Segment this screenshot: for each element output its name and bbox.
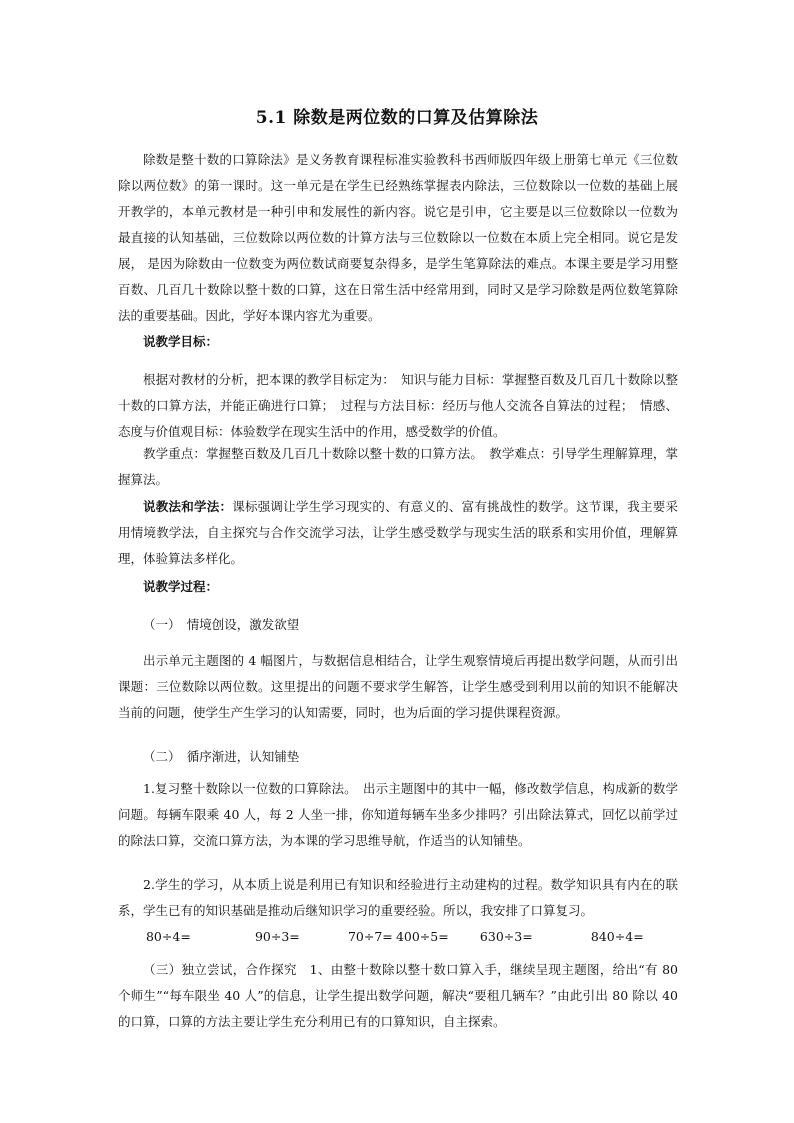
calc-item: 90÷3= [254, 929, 300, 944]
step2-heading: （二） 循序渐进，认知铺垫 [143, 749, 300, 764]
calc-item: 70÷7= [347, 929, 393, 944]
calc-item: 80÷4= [145, 929, 191, 944]
step1-paragraph: 出示单元主题图的 4 幅图片，与数据信息相结合，让学生观察情境后再提出数学问题，从而引出课题：三位数除以两位数。这里提出的问题不要求学生解答，让学生感受到利用以前的知识不能解决当前的问题，使学生产生学习的认知需要，同时，也为后面的学习提供课程资源。 [118, 653, 678, 720]
methods-text: 课标强调让学生学习现实的、有意义的、富有挑战性的数学。这节课，我主要采用情境教学法，自主探究与合作交流学习法，让学生感受数学与现实生活的联系和实用价值，理解算理，体验算法多样化。 [118, 499, 678, 566]
calc-item: 400÷5= [395, 929, 449, 944]
page-title: 5.1 除数是两位数的口算及估算除法 [255, 108, 539, 128]
goals-paragraph: 根据对教材的分析，把本课的教学目标定为： 知识与能力目标：掌握整百数及几百几十数除以整十数的口算方法，并能正确进行口算； 过程与方法目标：经历与他人交流各自算法的过程； 情感、态度与价值观目标：体验数学在现实生活中的作用，感受数学的价值。 [118, 372, 678, 439]
process-heading: 说教学过程： [143, 579, 219, 594]
step2-paragraph-1: 1.复习整十数除以一位数的口算除法。 出示主题图中的其中一幅，修改数学信息，构成新的数学问题。每辆车限乘 40 人，每 2 人坐一排，你知道每辆车坐多少排吗？引出除法算式，回忆以前学过的除法口算，交流口算方法，为本课的学习思维导航，作适当的认知铺垫。 [118, 781, 678, 848]
methods-label: 说教法和学法： [143, 499, 233, 514]
step2-paragraph-2: 2.学生的学习，从本质上说是利用已有知识和经验进行主动建构的过程。数学知识具有内在的联系，学生已有的知识基础是推动后继知识学习的重要经验。所以，我安排了口算复习。 [118, 877, 678, 918]
step1-heading: （一） 情境创设，激发欲望 [143, 617, 300, 632]
calc-row [118, 924, 678, 950]
key-points-text: 教学重点：掌握整百数及几百几十数除以整十数的口算方法。 教学难点：引导学生理解算理，掌握算法。 [118, 446, 678, 487]
goals-heading: 说教学目标： [143, 334, 219, 349]
step3-paragraph: （三）独立尝试，合作探究 1、由整十数除以整十数口算入手，继续呈现主题图，给出“有 80 个师生”“每车限坐 40 人”的信息，让学生提出数学问题，解决“要租几辆车？”由此引出 80 除以 40 的口算，口算的方法主要让学生充分利用已有的口算知识，自主探索。 [118, 962, 678, 1029]
calc-item: 630÷3= [479, 929, 533, 944]
calc-item: 840÷4= [590, 929, 644, 944]
intro-paragraph: 除数是整十数的口算除法》是义务教育课程标准实验教科书西师版四年级上册第七单元《三位数除以两位数》的第一课时。这一单元是在学生已经熟练掌握表内除法，三位数除以一位数的基础上展开教学的，本单元教材是一种引申和发展性的新内容。说它是引申，它主要是以三位数除以一位数为最直接的认知基础，三位数除以两位数的计算方法与三位数除以一位数在本质上完全相同。说它是发展， 是因为除数由一位数变为两位数试商要复杂得多，是学生笔算除法的难点。本课主要是学习用整百数、几百几十数除以整十数的口算，这在日常生活中经常用到，同时又是学习除数是两位数笔算除法的重要基础。因此，学好本课内容尤为重要。 [118, 152, 678, 323]
methods-paragraph [118, 494, 678, 572]
key-points-paragraph [118, 441, 678, 493]
